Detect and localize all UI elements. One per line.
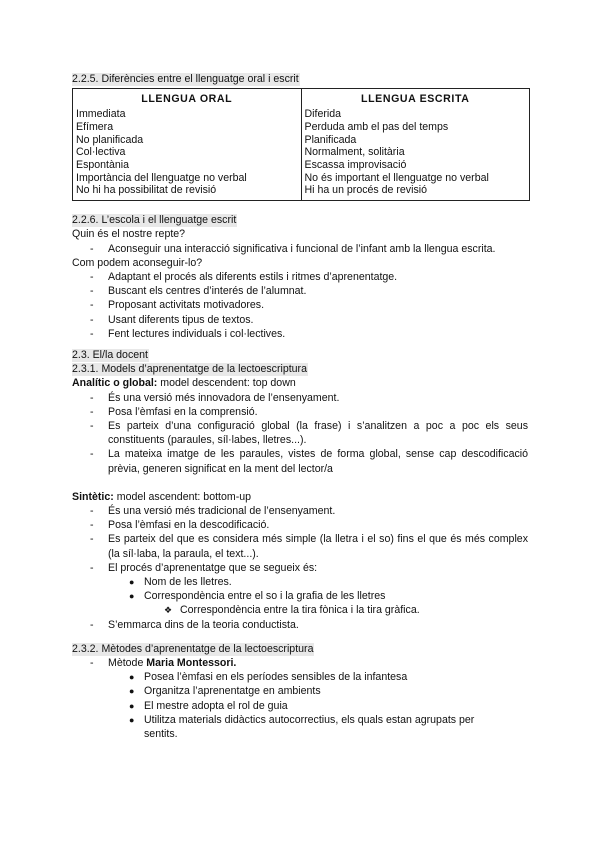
question: Com podem aconseguir-lo? xyxy=(72,256,203,269)
sintetic-label: Sintètic: xyxy=(72,490,114,503)
dash-marker: - xyxy=(90,504,94,517)
list-item: - Buscant els centres d’interés de l’alumnat. xyxy=(90,285,307,298)
section-heading: 2.3.1. Models d’aprenentatge de la lectoescriptura xyxy=(72,363,307,376)
analitic-model xyxy=(72,376,528,390)
oral-item: No hi ha possibilitat de revisió xyxy=(76,184,217,197)
written-item: Perduda amb el pas del temps xyxy=(304,120,449,133)
bullet-item: ● Utilitza materials didàctics autocorrectius, els quals estan agrupats per sentits. xyxy=(129,713,475,741)
written-item: No és important el llenguatge no verbal xyxy=(304,171,489,184)
oral-item: Espontània xyxy=(76,159,130,172)
section-2-3-1 xyxy=(72,362,528,376)
list-item: - Posa l’èmfasi en la descodificació. xyxy=(90,519,270,532)
bullet-marker: ● xyxy=(129,577,135,587)
written-item: Escassa improvisació xyxy=(304,159,407,172)
oral-header: LLENGUA ORAL xyxy=(141,93,233,106)
section-heading: 2.3. El/la docent xyxy=(72,348,148,361)
bullet-item: ● Nom de les lletres. xyxy=(129,576,232,588)
sintetic-desc: model ascendent: bottom-up xyxy=(113,490,252,503)
section-2-2-5 xyxy=(72,72,528,86)
dash-marker: - xyxy=(90,242,94,255)
oral-item: No planificada xyxy=(76,133,144,146)
list-item xyxy=(72,656,528,670)
dash-marker: - xyxy=(90,270,94,283)
diamond-marker: ❖ xyxy=(164,605,173,616)
section-heading: 2.2.5. Diferències entre el llenguatge oral i escrit xyxy=(72,73,299,85)
bullet-item: ● Organitza l’aprenentatge en ambients xyxy=(129,685,321,698)
list-item: - La mateixa imatge de les paraules, vistes de forma global, sense cap descodificació prèvia, generen significat en la ment del lector/a xyxy=(90,448,528,475)
method-prefix: Mètode xyxy=(108,657,147,670)
dash-marker: - xyxy=(90,391,94,404)
method-name: Maria Montessori. xyxy=(146,657,237,670)
written-column xyxy=(301,89,530,201)
oral-column xyxy=(73,89,302,201)
oral-item: Importància del llenguatge no verbal xyxy=(76,171,247,184)
bullet-item: ● Posea l’èmfasi en els períodes sensibles de la infantesa xyxy=(129,671,408,684)
list-item: - Usant diferents tipus de textos. xyxy=(90,313,254,326)
list-item: - Fent lectures individuals i col·lectives. xyxy=(90,327,286,340)
bullet-item: ● Correspondència entre el so i la grafia de les lletres xyxy=(129,590,386,603)
list-item: - Es parteix del que es considera més simple (la lletra i el so) fins el que és més complex (la síl·laba, la paraula, el text...). xyxy=(90,533,528,560)
dash-marker: - xyxy=(90,313,94,326)
written-item: Planificada xyxy=(304,133,357,146)
oral-item: Col·lectiva xyxy=(76,146,126,159)
oral-item: Efímera xyxy=(76,120,114,133)
analitic-label: Analític o global: xyxy=(72,377,158,390)
bullet-marker: ● xyxy=(129,686,135,697)
list-item: - Adaptant el procés als diferents estils i ritmes d’aprenentatge. xyxy=(90,270,398,283)
list-item: - S’emmarca dins de la teoria conductista. xyxy=(90,618,299,631)
document-page xyxy=(72,72,528,741)
oral-item: Immediata xyxy=(76,108,126,121)
dash-marker: - xyxy=(90,405,94,418)
dash-marker: - xyxy=(90,448,94,461)
section-heading: 2.3.2. Mètodes d’aprenentatge de la lectoescriptura xyxy=(72,642,314,655)
bullet-marker: ● xyxy=(129,714,135,725)
written-item: Diferida xyxy=(304,108,342,121)
dash-marker: - xyxy=(90,519,94,532)
sub-bullet-item: ❖ Correspondència entre la tira fònica i la tira gràfica. xyxy=(164,604,420,617)
dash-marker: - xyxy=(90,327,94,340)
bullet-marker: ● xyxy=(129,672,135,683)
comparison-table xyxy=(72,88,530,201)
list-item: - Aconseguir una interacció significativa i funcional de l’infant amb la llengua escrita. xyxy=(90,242,496,255)
question: Quin és el nostre repte? xyxy=(72,228,186,241)
list-item: - És una versió més innovadora de l’ensenyament. xyxy=(90,391,340,404)
dash-marker: - xyxy=(90,419,94,432)
sintetic-model xyxy=(72,490,528,504)
section-heading: 2.2.6. L’escola i el llenguatge escrit xyxy=(72,214,237,227)
dash-marker: - xyxy=(90,657,94,670)
list-item: - És una versió més tradicional de l’ensenyament. xyxy=(90,504,336,517)
list-item: - Posa l’èmfasi en la comprensió. xyxy=(90,405,258,418)
written-item: Hi ha un procés de revisió xyxy=(304,184,427,197)
section-2-3 xyxy=(72,348,528,362)
section-2-3-2 xyxy=(72,642,528,656)
list-item: - Es parteix d’una configuració global (la frase) i s’analitzen a poc a poc els seus constituents (paraules, síl·labes, lletres...). xyxy=(90,419,528,447)
analitic-desc: model descendent: top down xyxy=(157,377,296,390)
dash-marker: - xyxy=(90,533,94,546)
bullet-marker: ● xyxy=(129,591,135,602)
list-item: - Proposant activitats motivadores. xyxy=(90,299,265,312)
bullet-marker: ● xyxy=(129,700,135,711)
dash-marker: - xyxy=(90,299,94,312)
bullet-item: ● El mestre adopta el rol de guia xyxy=(129,699,288,712)
written-item: Normalment, solitària xyxy=(304,146,405,159)
written-header: LLENGUA ESCRITA xyxy=(361,93,470,106)
dash-marker: - xyxy=(90,285,94,298)
section-2-2-6 xyxy=(72,213,528,227)
dash-marker: - xyxy=(90,618,94,631)
list-item: - El procés d’aprenentatge que se segueix és: xyxy=(90,561,318,574)
dash-marker: - xyxy=(90,561,94,574)
